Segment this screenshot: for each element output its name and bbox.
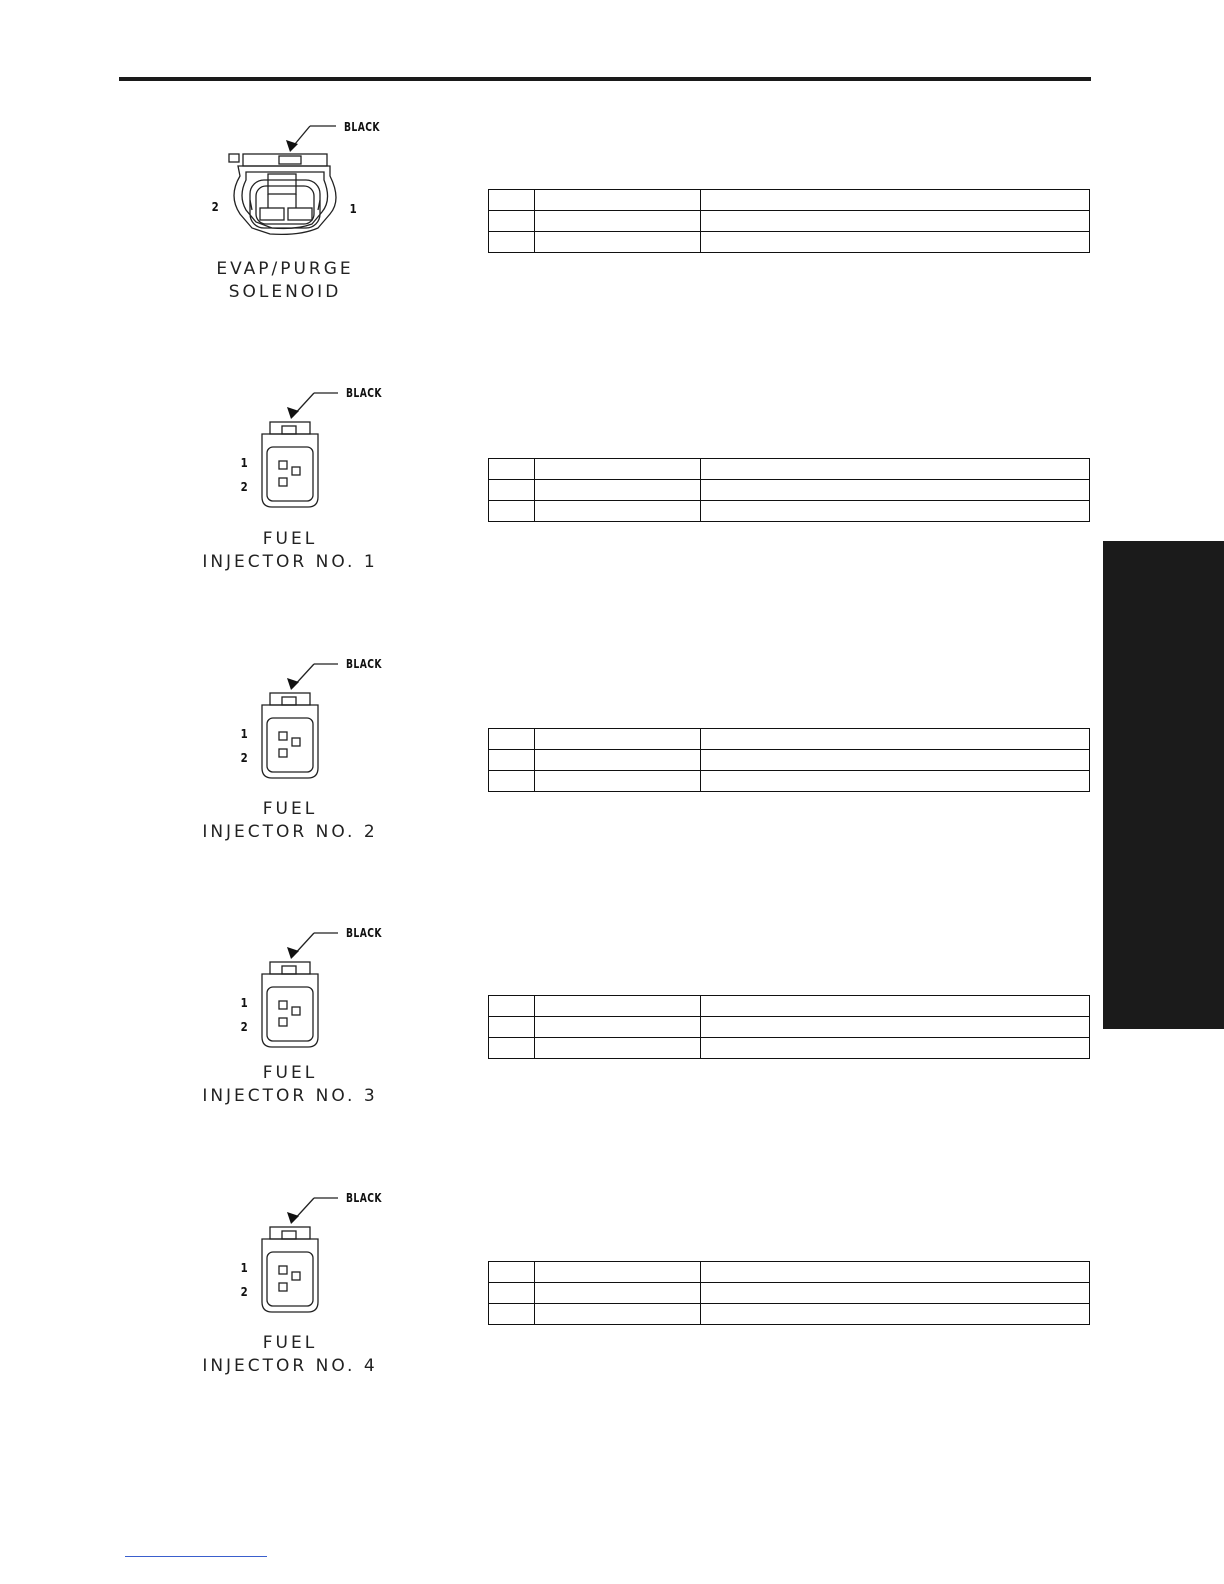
cavity-cell [489,232,535,253]
connector-name [200,258,370,304]
connector-name-line1: FUEL [262,799,318,819]
cavity-cell [489,211,535,232]
arrow-head-icon [287,1212,299,1224]
color-label: BLACK [344,120,380,134]
table-row [489,480,1090,501]
cavity-cell [489,1283,535,1304]
cavity-cell [489,1262,535,1283]
cavity-cell [489,771,535,792]
function-cell [701,1304,1090,1325]
cavity-cell [489,729,535,750]
table-row [489,190,1090,211]
pin-number-2: 2 [240,1020,248,1034]
circuit-cell [535,750,701,771]
circuit-cell [535,459,701,480]
connector-name-line1: FUEL [262,1063,318,1083]
table-row [489,501,1090,522]
circuit-cell [535,501,701,522]
table-row [489,211,1090,232]
color-label: BLACK [346,1191,382,1205]
connector-name-line1: FUEL [262,529,318,549]
cavity-cell [489,501,535,522]
cavity-cell [489,1038,535,1059]
cavity-cell [489,1017,535,1038]
function-cell [701,232,1090,253]
connector-name-line2: INJECTOR NO. 3 [202,1086,378,1106]
circuit-cell [535,211,701,232]
pin-number-2: 2 [240,1285,248,1299]
function-cell [701,480,1090,501]
table-row [489,459,1090,480]
table-row [489,750,1090,771]
fuel-injector-4-pin-table [488,1261,1090,1325]
circuit-cell [535,1283,701,1304]
function-cell [701,1038,1090,1059]
pin-number-1: 1 [240,996,248,1010]
connector-name [195,798,385,844]
footer-link-underline[interactable] [125,1556,267,1557]
evap-solenoid-pin-table [488,189,1090,253]
circuit-cell [535,232,701,253]
function-cell [701,1262,1090,1283]
fuel-injector-1-pin-table [488,458,1090,522]
table-row [489,1304,1090,1325]
function-cell [701,190,1090,211]
color-label: BLACK [346,386,382,400]
circuit-cell [535,480,701,501]
function-cell [701,501,1090,522]
circuit-cell [535,729,701,750]
section-tab [1103,541,1224,1029]
pin-number-1: 1 [240,1261,248,1275]
circuit-cell [535,996,701,1017]
pin-number-2: 2 [240,751,248,765]
arrow-head-icon [287,407,299,419]
circuit-cell [535,1038,701,1059]
table-row [489,232,1090,253]
circuit-cell [535,1304,701,1325]
function-cell [701,1283,1090,1304]
pin-number-1: 1 [240,456,248,470]
function-cell [701,1017,1090,1038]
color-label: BLACK [346,657,382,671]
circuit-cell [535,771,701,792]
function-cell [701,211,1090,232]
cavity-cell [489,996,535,1017]
table-row [489,1262,1090,1283]
table-row [489,771,1090,792]
fuel-injector-3-pin-table [488,995,1090,1059]
function-cell [701,996,1090,1017]
connector-name [195,1062,385,1108]
function-cell [701,459,1090,480]
circuit-cell [535,1017,701,1038]
connector-name [195,528,385,574]
cavity-cell [489,190,535,211]
circuit-cell [535,1262,701,1283]
table-row [489,1038,1090,1059]
connector-name-line2: SOLENOID [228,282,342,302]
fuel-injector-2-pin-table [488,728,1090,792]
connector-name-line2: INJECTOR NO. 2 [202,822,378,842]
table-row [489,996,1090,1017]
table-row [489,1283,1090,1304]
cavity-cell [489,459,535,480]
table-row [489,1017,1090,1038]
pin-number-2: 2 [240,480,248,494]
function-cell [701,750,1090,771]
cavity-cell [489,480,535,501]
table-row [489,729,1090,750]
connector-name-line2: INJECTOR NO. 1 [202,552,378,572]
pin-number-right: 1 [349,202,357,216]
pin-number-1: 1 [240,727,248,741]
connector-name-line1: FUEL [262,1333,318,1353]
connector-name-line2: INJECTOR NO. 4 [202,1356,378,1376]
cavity-cell [489,1304,535,1325]
arrow-head-icon [287,947,299,959]
arrow-head-icon [287,678,299,690]
connector-name-line1: EVAP/PURGE [216,259,354,279]
function-cell [701,771,1090,792]
cavity-cell [489,750,535,771]
function-cell [701,729,1090,750]
color-label: BLACK [346,926,382,940]
pin-number-left: 2 [211,200,219,214]
connector-name [195,1332,385,1378]
circuit-cell [535,190,701,211]
